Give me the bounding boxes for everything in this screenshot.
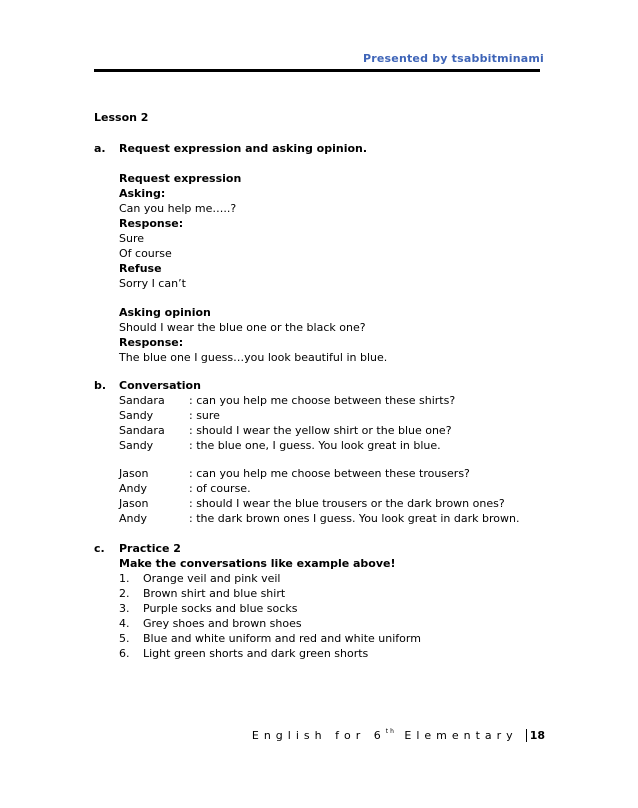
dialog-speaker: Jason [119, 497, 149, 510]
dialog-speaker: Andy [119, 482, 147, 495]
section-b-heading: Conversation [119, 379, 201, 392]
dialog-speaker: Sandara [119, 424, 165, 437]
practice-item-number: 5. [119, 632, 130, 645]
dialog-speaker: Sandara [119, 394, 165, 407]
practice-item-number: 6. [119, 647, 130, 660]
section-a-heading: Request expression and asking opinion. [119, 142, 368, 155]
section-c-instruction: Make the conversations like example above! [119, 557, 396, 570]
dialog-speaker: Andy [119, 512, 147, 525]
practice-item-text: Light green shorts and dark green shorts [143, 647, 369, 660]
dialog-speech: : can you help me choose between these shirts? [189, 394, 456, 407]
opinion-line: Should I wear the blue one or the black one? [119, 321, 366, 334]
opinion-line: The blue one I guess…you look beautiful in blue. [119, 351, 388, 364]
dialog-speech: : should I wear the yellow shirt or the blue one? [189, 424, 452, 437]
section-a-line: Response: [119, 217, 184, 230]
dialog-speech: : should I wear the blue trousers or the dark brown ones? [189, 497, 505, 510]
page-number: 18 [526, 729, 545, 742]
section-a-line: Asking: [119, 187, 166, 200]
section-a-line: Sorry I can’t [119, 277, 186, 290]
dialog-speech: : of course. [189, 482, 251, 495]
footer-title [252, 729, 518, 742]
dialog-speech: : can you help me choose between these trousers? [189, 467, 470, 480]
opinion-line: Response: [119, 336, 184, 349]
practice-item-text: Blue and white uniform and red and white uniform [143, 632, 421, 645]
section-a-line: Request expression [119, 172, 242, 185]
opinion-line: Asking opinion [119, 306, 211, 319]
section-a-line: Sure [119, 232, 145, 245]
dialog-speaker: Jason [119, 467, 149, 480]
dialog-speaker: Sandy [119, 439, 154, 452]
dialog-speech: : sure [189, 409, 220, 422]
practice-item-text: Brown shirt and blue shirt [143, 587, 286, 600]
lesson-title: Lesson 2 [94, 111, 149, 124]
footer-title-prefix: English for 6 [251, 729, 386, 742]
practice-item-number: 4. [119, 617, 130, 630]
practice-item-number: 1. [119, 572, 130, 585]
dialog-speaker: Sandy [119, 409, 154, 422]
section-a-line: Refuse [119, 262, 162, 275]
footer-title-sup: th [385, 728, 396, 736]
page-footer [252, 729, 545, 742]
section-a-line: Of course [119, 247, 172, 260]
section-c-marker: c. [94, 542, 105, 555]
dialog-speech: : the blue one, I guess. You look great in blue. [189, 439, 441, 452]
section-b-marker: b. [94, 379, 107, 392]
header-rule [94, 69, 540, 72]
practice-item-text: Purple socks and blue socks [143, 602, 298, 615]
footer-title-suffix: Elementary [395, 729, 518, 742]
practice-item-text: Orange veil and pink veil [143, 572, 281, 585]
section-a-line: Can you help me…..? [119, 202, 237, 215]
practice-item-text: Grey shoes and brown shoes [143, 617, 302, 630]
page-header: Presented by tsabbitminami [362, 52, 544, 65]
dialog-speech: : the dark brown ones I guess. You look great in dark brown. [189, 512, 520, 525]
section-c-heading: Practice 2 [119, 542, 181, 555]
practice-item-number: 3. [119, 602, 130, 615]
section-a-marker: a. [94, 142, 106, 155]
practice-item-number: 2. [119, 587, 130, 600]
